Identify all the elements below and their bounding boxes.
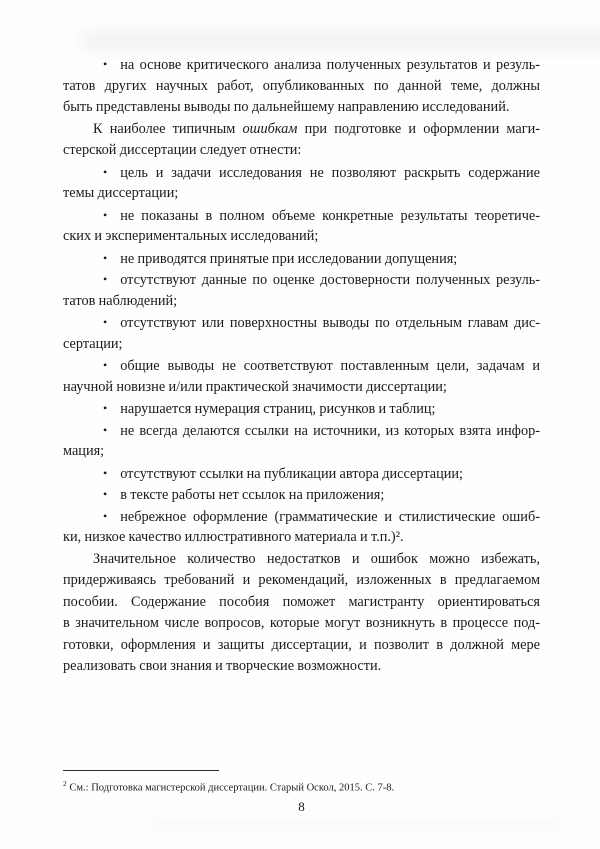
bullet-marker-icon: • <box>103 272 108 286</box>
text-line: • в тексте работы нет ссылок на приложения; <box>103 487 385 503</box>
text-line: • отсутствуют данные по оценке достоверности полученных резуль- <box>103 272 540 288</box>
bullet-marker-icon: • <box>103 401 108 415</box>
text-line: ских и экспериментальных исследований; <box>63 228 319 244</box>
bullet-marker-icon: • <box>103 57 108 71</box>
bullet-marker-icon: • <box>103 164 108 179</box>
text-line: • отсутствуют ссылки на публикации автора диссертации; <box>103 465 464 482</box>
paragraph <box>63 398 540 420</box>
text-line: татов наблюдений; <box>63 292 178 309</box>
text-line: • не показаны в полном объеме конкретные результаты теоретиче- <box>103 207 540 224</box>
text-line: в значительном числе вопросов, которые могут возникнуть в процессе под- <box>63 615 540 631</box>
paragraph <box>63 269 540 312</box>
text-line: мация; <box>63 443 105 459</box>
paragraph <box>63 484 540 506</box>
text-line: ки, низкое качество иллюстративного материала и т.п.)². <box>63 529 404 545</box>
text-line: быть представлены выводы по дальнейшему направлению исследований. <box>63 99 510 115</box>
footnote <box>63 777 540 796</box>
text-line: • общие выводы не соответствуют поставленным цели, задачам и <box>103 358 540 374</box>
footnote-text: См.: Подготовка магистерской диссертации. Старый Оскол, 2015. С. 7-8. <box>66 782 395 794</box>
footnote-marker: 2 <box>63 779 67 788</box>
footnote-divider <box>63 770 219 771</box>
paragraph <box>63 119 540 162</box>
bullet-marker-icon: • <box>103 315 108 329</box>
paragraph <box>63 420 540 463</box>
bullet-marker-icon: • <box>103 207 108 222</box>
text-line: • цель и задачи исследования не позволяют раскрыть содержание <box>103 164 540 181</box>
bullet-marker-icon: • <box>103 487 108 501</box>
page-body-text <box>63 54 540 678</box>
bullet-marker-icon: • <box>103 358 108 372</box>
paragraph <box>63 549 540 678</box>
text-line: пособии. Содержание пособия поможет магистранту ориентироваться <box>63 593 540 610</box>
text-line: реализовать свои знания и творческие возможности. <box>63 658 382 674</box>
paragraph <box>63 355 540 398</box>
paragraph <box>63 463 540 485</box>
text-line: придерживаясь требований и рекомендаций, изложенных в предлагаемом <box>63 572 540 588</box>
paragraph <box>63 205 540 248</box>
bullet-marker-icon: • <box>103 422 108 437</box>
italic-text: ошибкам <box>242 120 298 137</box>
scan-smudge-top <box>80 30 600 52</box>
bullet-marker-icon: • <box>103 250 108 265</box>
text-line: • не всегда делаются ссылки на источники, из которых взята инфор- <box>103 422 540 439</box>
paragraph <box>63 162 540 205</box>
text-line: научной новизне и/или практической значимости диссертации; <box>63 378 447 395</box>
page-number: 8 <box>298 799 305 814</box>
text-line: Значительное количество недостатков и ошибок можно избежать, <box>93 550 540 567</box>
text-line: • отсутствуют или поверхностны выводы по отдельным главам дис- <box>103 315 540 331</box>
paragraph <box>63 312 540 355</box>
text-line: сертации; <box>63 335 123 352</box>
bullet-marker-icon: • <box>103 508 108 523</box>
paragraph <box>63 54 540 119</box>
scan-smudge-bottom <box>150 820 560 830</box>
text-line: • нарушается нумерация страниц, рисунков и таблиц; <box>103 401 436 417</box>
paragraph <box>63 506 540 549</box>
text-line: • не приводятся принятые при исследовании допущения; <box>103 250 458 267</box>
text-line: стерской диссертации следует отнести: <box>63 142 302 158</box>
text-line: татов других научных работ, опубликованных по данной теме, должны <box>63 77 540 94</box>
text-line: • небрежное оформление (грамматические и стилистические ошиб- <box>103 508 540 525</box>
text-line: • на основе критического анализа полученных результатов и резуль- <box>103 57 540 73</box>
paragraph <box>63 248 540 270</box>
text-line: темы диссертации; <box>63 185 179 201</box>
text-line: К наиболее типичным ошибкам при подготовке и оформлении маги- <box>93 120 540 137</box>
text-line: готовки, оформления и защиты диссертации, и позволит в должной мере <box>63 636 540 653</box>
bullet-marker-icon: • <box>103 465 108 480</box>
